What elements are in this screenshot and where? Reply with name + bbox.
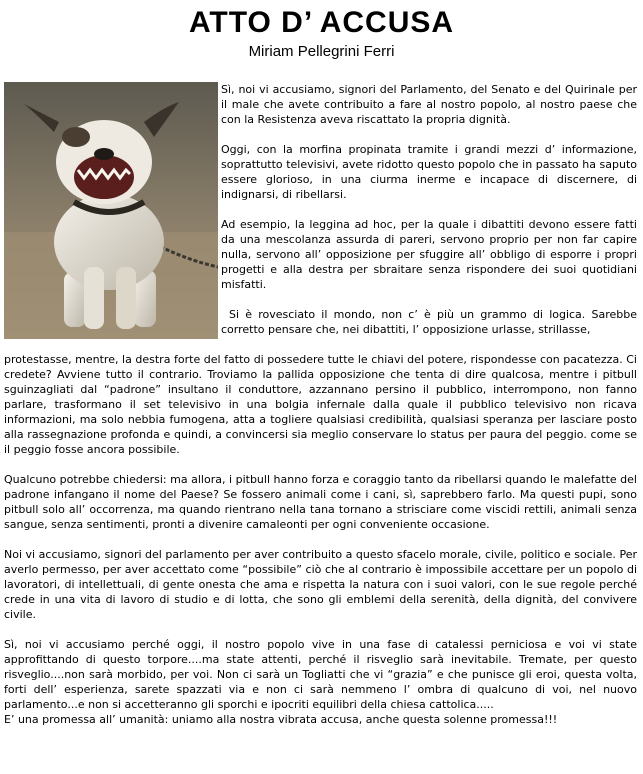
- paragraph-5: Qualcuno potrebbe chiedersi: ma allora, i pitbull hanno forza e coraggio tanto da ribellarsi quando le malefatte del padrone infangano il nome del Paese? Se fossero animali come i cani, sì, saprebbero farlo. Ma questi pupi, sono pitbull solo all’ occorrenza, ma quando rientrano nella tana tornano a strisciare come viscidi rettili, animali senza sangue, senza sentimenti, pronti a divenire camaleonti per ogni conveniente occasione.: [4, 473, 637, 531]
- paragraph-7: Sì, noi vi accusiamo perché oggi, il nostro popolo vive in una fase di catalessi perniciosa e voi vi state approfittando di questo torpore....ma state attenti, perché il risveglio sarà inevitabile. Tremate, per questo risveglio....non sarà morbido, per voi. Non ci sarà un Togliatti che vi “grazia” e che punisce gli eroi, questa volta, forti dell’ esperienza, sarete spazzati via e non ci sarà nemmeno l’ ombra di qualcuno di voi, nel nuovo parlamento...e non si accetteranno gli sporchi e ipocriti equilibri della chiesa cattolica.....: [4, 638, 637, 711]
- dog-photo: [4, 82, 218, 339]
- dog-illustration: [4, 82, 218, 339]
- paragraph-6: Noi vi accusiamo, signori del parlamento per aver contribuito a questo sfacelo morale, civile, politico e sociale. Per averlo permesso, per aver accettato come “possibile” ciò che al contrario è impossibile accettare per un popolo di lavoratori, di intellettuali, di gente onesta che ama e rispetta la natura con i suoi valori, con le sue regole perché crede in una vita di lavoro di studio e di lotta, che sono gli emblemi della serenità, della dignità, del convivere civile.: [4, 548, 637, 621]
- paragraph-4-start: Si è rovesciato il mondo, non c’ è più un grammo di logica. Sarebbe corretto pensare che, nei dibattiti, l’ opposizione urlasse, strillasse,: [221, 308, 637, 336]
- page-title: ATTO D’ ACCUSA: [188, 6, 455, 39]
- paragraph-4-continued: protestasse, mentre, la destra forte del fatto di possedere tutte le chiavi del potere, rispondesse con pacatezza. Ci credete? Avviene tutto il contrario. Troviamo la pallida opposizione che tenta di dire qualcosa, mentre i pitbull sguinzagliati dal “padrone” insultano il conduttore, azzannano persino il pubblico, interrompono, non fanno parlare, trasformano il set televisivo in una bolgia infernale dalla quale il pubblico televisivo non ricava informazioni, ma solo nebbia fumogena, atta a togliere qualsiasi credibilità, qualsiasi speranza per lasciare posto alla rassegnazione profonda e quindi, a convincersi sia meglio conservare lo status per paura del peggio. come se il peggio fosse ancora possibile.: [4, 353, 637, 456]
- body-column: [4, 352, 637, 727]
- author-name: Miriam Pellegrini Ferri: [248, 43, 395, 60]
- paragraph-1: Sì, noi vi accusiamo, signori del Parlamento, del Senato e del Quirinale per il male che avete contribuito a fare al nostro popolo, al nostro paese che con la Resistenza aveva riscattato la propria dignità.: [221, 83, 637, 126]
- paragraph-8: E’ una promessa all’ umanità: uniamo alla nostra vibrata accusa, anche questa solenne promessa!!!: [4, 713, 558, 726]
- paragraph-2: Oggi, con la morfina propinata tramite i grandi mezzi d’ informazione, soprattutto televisivi, avete ridotto questo popolo che in passato ha saputo essere glorioso, in una ciurma inerme e incapace di discernere, di indignarsi, di ribellarsi.: [221, 143, 637, 201]
- paragraph-3: Ad esempio, la leggina ad hoc, per la quale i dibattiti devono essere fatti da una mescolanza assurda di pareri, servono proprio per non far capire nulla, servono all’ opposizione per sfuggire all’ obbligo di esporre i propri progetti e alla destra per sbraitare senza rispondere dei suoi quotidiani misfatti.: [221, 218, 637, 291]
- intro-column: [221, 82, 637, 337]
